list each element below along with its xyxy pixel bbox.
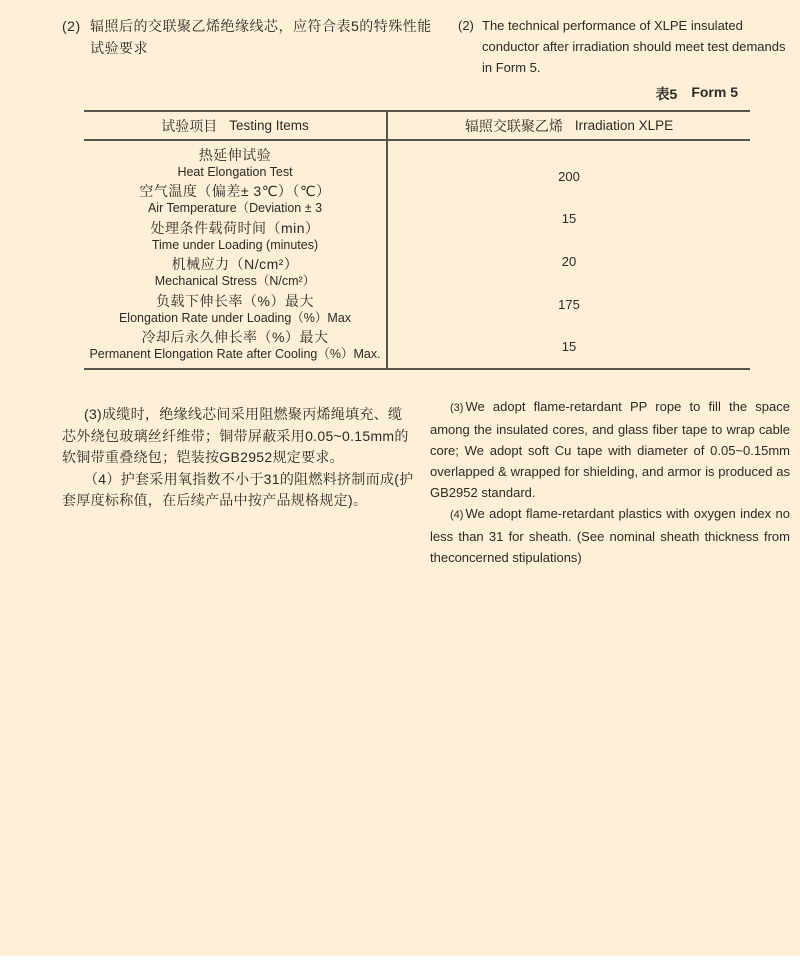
note-text-en: We adopt flame-retardant PP rope to fill the space among the insulated cores, and glass fiber tape to wrap cable core; We adopt soft Cu tape with diameter of 0.05~0.15mm overlapped & wrapped for shielding, and armor is produced as GB2952 standard. [430,399,790,500]
row-label-en: Permanent Elongation Rate after Cooling（%）Max. [89,347,381,362]
note-marker-en: (3) [450,402,464,414]
intro-section [0,0,800,78]
note-marker-zh: (3) [84,406,103,422]
testing-items-column [84,141,388,368]
table-value: 200 [558,168,580,184]
notes-section [0,370,800,568]
table-row [84,220,386,253]
row-label-zh: 负载下伸长率（%）最大 [156,292,314,309]
intro-text-en: The technical performance of XLPE insulated conductor after irradiation should meet test demands in Form 5. [482,18,786,75]
note-paragraph-en [430,503,790,568]
header-irradiation-xlpe-en: Irradiation XLPE [574,118,674,133]
note-text-en: We adopt flame-retardant plastics with oxygen index no less than 31 for sheath. (See nominal sheath thickness from theconcerned stipulations) [430,506,790,565]
note-marker-en: (4) [450,509,464,521]
table-value: 175 [558,296,580,312]
intro-paragraph-zh [62,15,442,78]
table-row [84,183,386,216]
spec-table [84,110,750,370]
note-text-zh: 护套采用氧指数不小于31的阻燃料挤制而成(护套厚度标称值，在后续产品中按产品规格规定)。 [62,470,414,508]
values-column [388,141,750,368]
table-row [84,147,386,180]
notes-zh-column [62,396,414,568]
header-irradiation-xlpe-zh: 辐照交联聚乙烯 [464,117,563,134]
table-caption [0,84,738,104]
spec-table-header [84,112,750,141]
table-value: 20 [561,253,577,269]
row-label-en: Air Temperature（Deviation ± 3 [147,201,323,216]
spec-table-body [84,141,750,368]
row-label-zh: 空气温度（偏差± 3℃）（℃） [139,183,331,200]
row-label-zh: 冷却后永久伸长率（%）最大 [141,329,329,346]
note-paragraph-en [430,396,790,503]
table-caption-zh: 表5 [655,86,678,102]
row-label-zh: 热延伸试验 [198,146,272,163]
item-marker-en: (2) [458,18,474,33]
intro-paragraph-en [458,15,790,78]
note-marker-zh: （4） [84,470,121,487]
table-value: 15 [561,339,577,355]
header-testing-items-en: Testing Items [229,118,309,133]
row-label-zh: 处理条件载荷时间（min） [150,219,320,236]
table-row [84,293,386,326]
table-value: 15 [561,211,577,227]
header-cell-irradiation-xlpe [388,112,750,139]
header-cell-testing-items [84,112,388,139]
row-label-en: Time under Loading (minutes) [151,237,319,252]
table-row [84,329,386,362]
row-label-zh: 机械应力（N/cm²） [171,256,299,273]
row-label-en: Heat Elongation Test [177,164,293,179]
intro-text-zh: 辐照后的交联聚乙烯绝缘线芯，应符合表5的特殊性能试验要求 [90,18,432,56]
notes-en-column [430,396,790,568]
note-paragraph-zh [62,404,414,469]
header-testing-items-zh: 试验项目 [161,117,218,134]
row-label-en: Elongation Rate under Loading（%）Max [118,310,352,325]
note-text-zh: 成缆时，绝缘线芯间采用阻燃聚丙烯绳填充、缆芯外绕包玻璃丝纤维带；铜带屏蔽采用0.05~0.15mm的软铜带重叠绕包；铠装按GB2952规定要求。 [62,406,409,465]
table-row [84,256,386,289]
item-marker-zh: (2) [62,18,81,34]
table-caption-en: Form 5 [691,84,738,100]
note-paragraph-zh [62,469,414,512]
row-label-en: Mechanical Stress（N/cm²） [154,274,316,289]
